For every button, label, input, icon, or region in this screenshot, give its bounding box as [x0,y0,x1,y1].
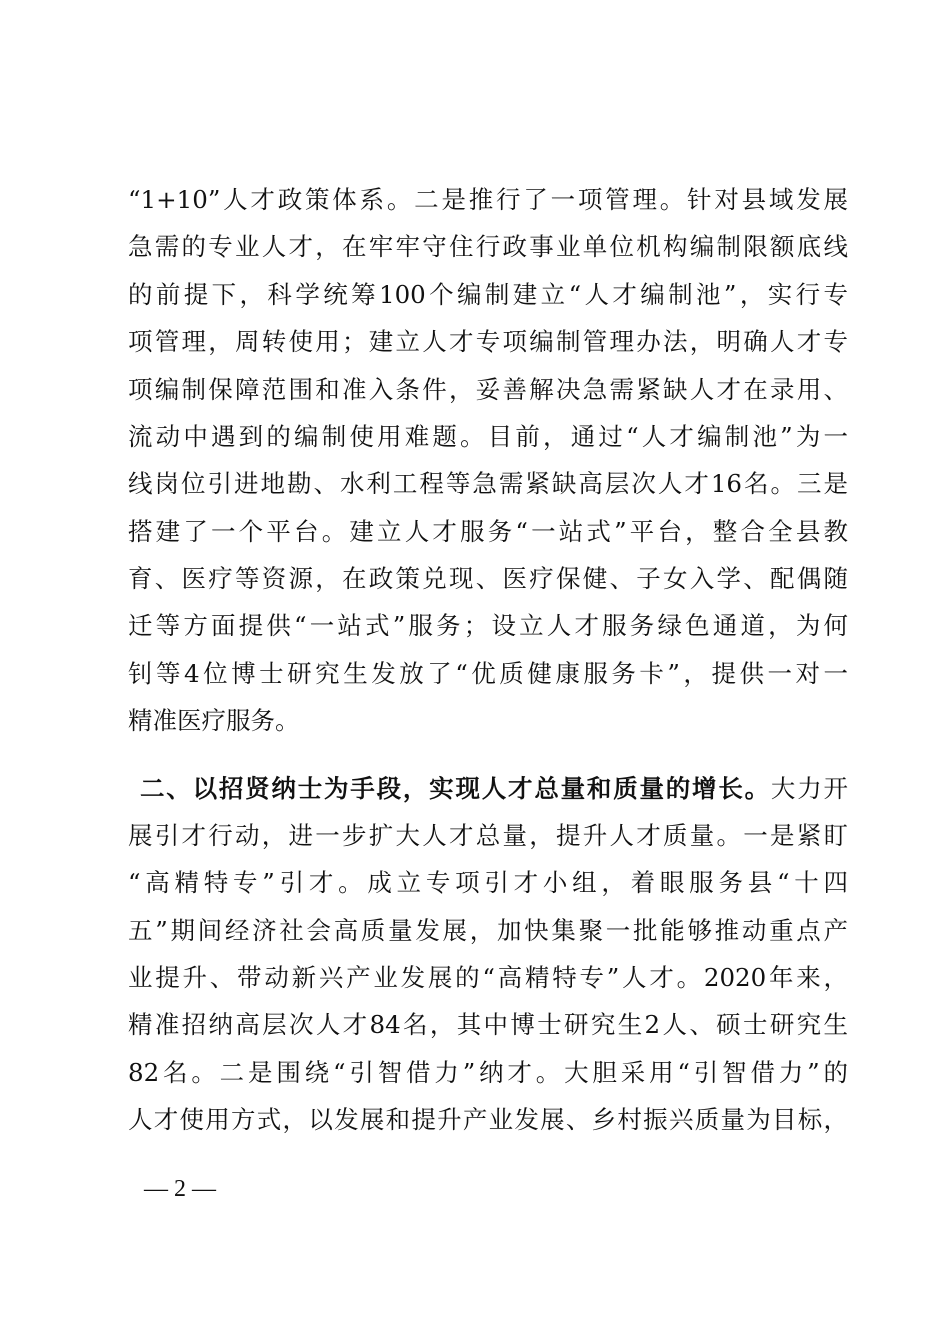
paragraph2-line-1 [140,769,848,809]
paragraph2-line-8: 人才使用方式，以发展和提升产业发展、乡村振兴质量为目标， [128,1105,848,1134]
paragraph1-line-8: 搭建了一个平台。建立人才服务“一站式”平台，整合全县教 [128,517,848,546]
paragraph1-line-3: 的前提下，科学统筹100个编制建立“人才编制池”，实行专 [128,280,848,309]
paragraph2-line-6: 精准招纳高层次人才84名，其中博士研究生2人、硕士研究生 [128,1010,848,1039]
paragraph1-line-4: 项管理，周转使用；建立人才专项编制管理办法，明确人才专 [128,327,848,356]
paragraph2-line-3: “高精特专”引才。成立专项引才小组，着眼服务县“十四 [128,868,848,897]
paragraph1-line-6: 流动中遇到的编制使用难题。目前，通过“人才编制池”为一 [128,422,848,451]
page-number: — 2 — [144,1176,216,1202]
section-heading: 二、以招贤纳士为手段，实现人才总量和质量的增长。 [140,774,771,803]
paragraph1-line-11: 钊等4位博士研究生发放了“优质健康服务卡”，提供一对一 [128,659,848,688]
paragraph1-line-2: 急需的专业人才，在牢牢守住行政事业单位机构编制限额底线 [128,232,848,261]
paragraph1-line-9: 育、医疗等资源，在政策兑现、医疗保健、子女入学、配偶随 [128,564,848,593]
paragraph1-line-10: 迁等方面提供“一站式”服务；设立人才服务绿色通道，为何 [128,611,848,640]
paragraph2-line-5: 业提升、带动新兴产业发展的“高精特专”人才。2020年来， [128,963,848,992]
paragraph1-line-12: 精准医疗服务。 [128,706,300,735]
paragraph2-line-1-rest: 大力开 [770,774,848,803]
paragraph2-line-2: 展引才行动，进一步扩大人才总量，提升人才质量。一是紧盯 [128,821,848,850]
paragraph1-line-5: 项编制保障范围和准入条件，妥善解决急需紧缺人才在录用、 [128,375,848,404]
paragraph2-line-4: 五”期间经济社会高质量发展，加快集聚一批能够推动重点产 [128,916,848,945]
paragraph2-line-7: 82名。二是围绕“引智借力”纳才。大胆采用“引智借力”的 [128,1058,848,1087]
paragraph1-line-7: 线岗位引进地勘、水利工程等急需紧缺高层次人才16名。三是 [128,469,848,498]
paragraph1-line-1: “1+10”人才政策体系。二是推行了一项管理。针对县域发展 [128,185,848,214]
